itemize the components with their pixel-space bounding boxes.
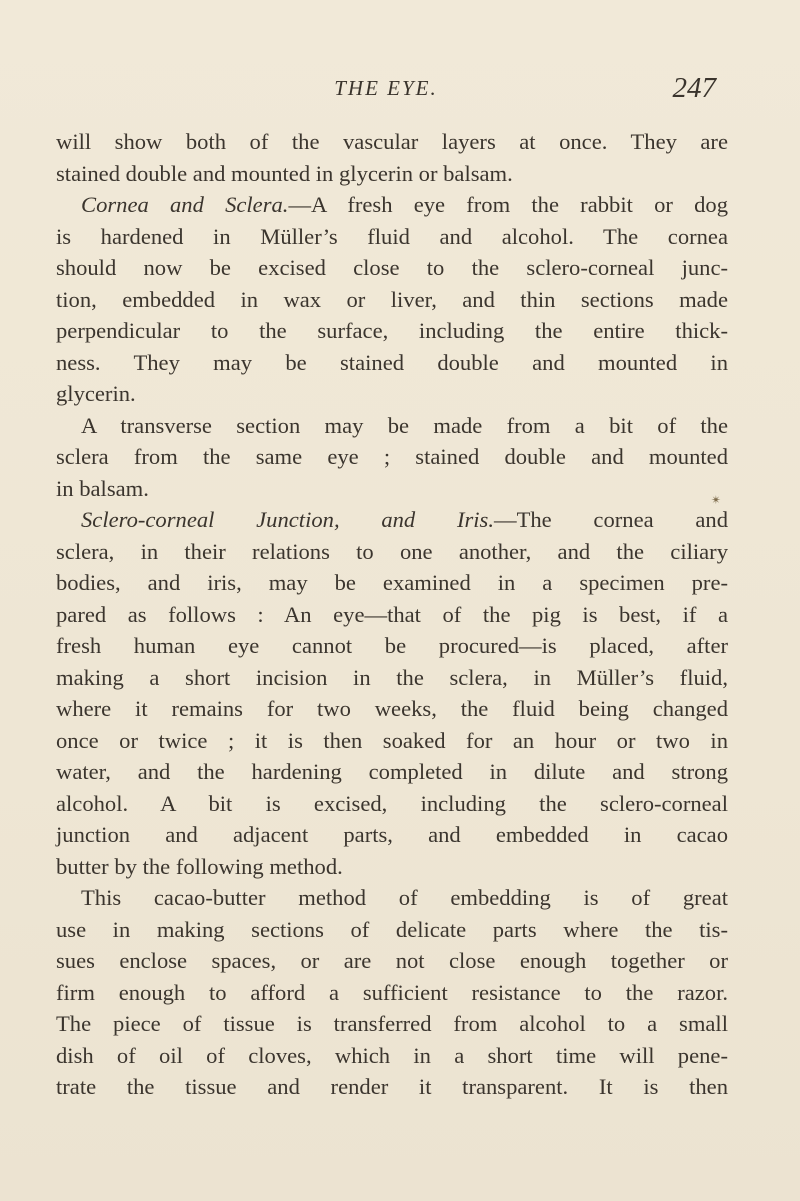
line-text: firm enough to afford a sufficient resistance to the razor. xyxy=(56,979,728,1005)
line-text: in balsam. xyxy=(56,475,149,501)
line-text: —The cornea and xyxy=(493,507,728,532)
line-text: pared as follows : An eye—that of the pig is best, if a xyxy=(56,601,728,627)
text-line xyxy=(56,1071,728,1103)
text-line xyxy=(56,914,728,946)
line-text: junction and adjacent parts, and embedded in cacao xyxy=(56,822,728,847)
running-head: THE EYE. xyxy=(334,76,438,100)
text-line xyxy=(56,158,728,190)
text-line xyxy=(56,819,728,851)
text-line xyxy=(56,599,728,631)
text-line xyxy=(56,347,728,379)
line-text: should now be excised close to the sclero-corneal junc- xyxy=(56,255,728,280)
line-text: fresh human eye cannot be procured—is placed, after xyxy=(56,633,728,658)
line-text: perpendicular to the surface, including the entire thick- xyxy=(56,318,728,343)
text-line xyxy=(56,567,728,599)
line-text: dish of oil of cloves, which in a short time will pene- xyxy=(56,1042,728,1068)
line-text: bodies, and iris, may be examined in a specimen pre- xyxy=(56,570,728,595)
margin-mark: ✴ xyxy=(711,493,722,507)
text-line xyxy=(56,662,728,694)
line-text: water, and the hardening completed in dilute and strong xyxy=(56,759,728,784)
text-line xyxy=(56,882,728,914)
text-line xyxy=(56,788,728,820)
text-line xyxy=(56,945,728,977)
line-text: making a short incision in the sclera, in Müller’s fluid, xyxy=(56,664,728,690)
line-text: —A fresh eye from the rabbit or dog xyxy=(288,192,728,217)
line-text: once or twice ; it is then soaked for an hour or two in xyxy=(56,727,728,753)
text-line xyxy=(56,630,728,662)
line-text: where it remains for two weeks, the fluid being changed xyxy=(56,696,728,721)
text-line xyxy=(56,189,728,221)
text-line xyxy=(56,977,728,1009)
line-text: A transverse section may be made from a bit of the xyxy=(81,412,728,438)
line-text: tion, embedded in wax or liver, and thin sections made xyxy=(56,286,728,312)
text-line xyxy=(56,315,728,347)
text-line xyxy=(56,504,728,536)
line-text: is hardened in Müller’s fluid and alcohol. The cornea xyxy=(56,223,728,249)
text-line xyxy=(56,851,728,883)
section-heading: Sclero-corneal Junction, and Iris. xyxy=(81,507,494,532)
line-text: The piece of tissue is transferred from alcohol to a small xyxy=(56,1011,728,1036)
text-line xyxy=(56,252,728,284)
text-line xyxy=(56,1008,728,1040)
body-text xyxy=(56,126,728,1103)
text-line xyxy=(56,378,728,410)
text-line xyxy=(56,756,728,788)
line-text: will show both of the vascular layers at once. They are xyxy=(56,129,728,154)
line-text: trate the tissue and render it transparent. It is then xyxy=(56,1074,728,1099)
text-line xyxy=(56,725,728,757)
text-line xyxy=(56,473,728,505)
line-text: butter by the following method. xyxy=(56,853,343,879)
text-line xyxy=(56,284,728,316)
page-number: 247 xyxy=(672,72,716,104)
line-text: sclera from the same eye ; stained double and mounted xyxy=(56,444,728,469)
line-text: ness. They may be stained double and mounted in xyxy=(56,349,728,375)
line-text: glycerin. xyxy=(56,381,136,406)
page-header xyxy=(56,72,716,108)
text-line xyxy=(56,693,728,725)
text-line xyxy=(56,441,728,473)
line-text: This cacao-butter method of embedding is of great xyxy=(81,885,728,910)
line-text: use in making sections of delicate parts where the tis- xyxy=(56,916,728,942)
line-text: stained double and mounted in glycerin or balsam. xyxy=(56,160,513,186)
text-line xyxy=(56,221,728,253)
text-line xyxy=(56,410,728,442)
text-line xyxy=(56,126,728,158)
text-line xyxy=(56,536,728,568)
section-heading: Cornea and Sclera. xyxy=(81,192,289,217)
line-text: sues enclose spaces, or are not close enough together or xyxy=(56,948,728,973)
text-line xyxy=(56,1040,728,1072)
line-text: sclera, in their relations to one another, and the ciliary xyxy=(56,538,728,564)
line-text: alcohol. A bit is excised, including the sclero-corneal xyxy=(56,790,728,816)
